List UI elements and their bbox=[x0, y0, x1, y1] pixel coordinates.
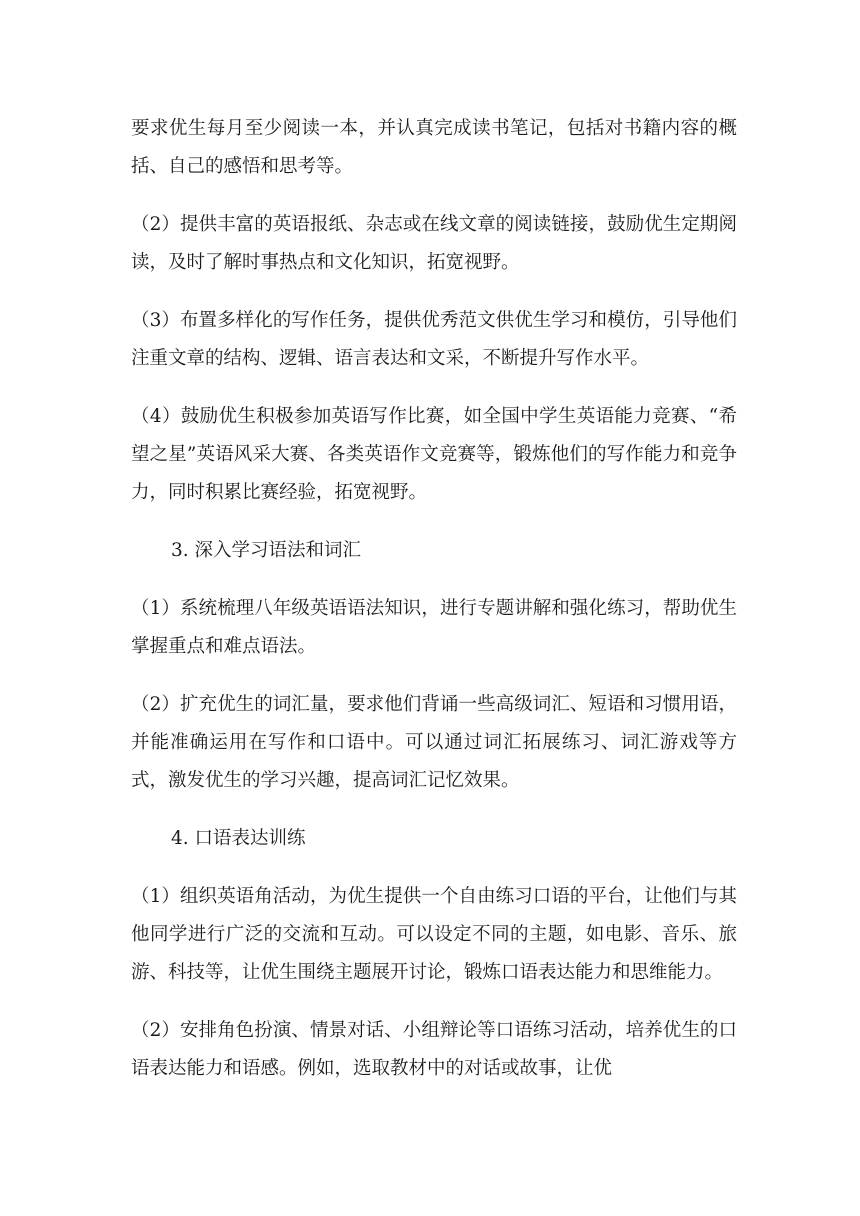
document-body bbox=[131, 110, 737, 1108]
paragraph-item-4-writing-competitions: （4）鼓励优生积极参加英语写作比赛，如全国中学生英语能力竞赛、“希望之星”英语风采大赛、各类英语作文竞赛等，锻炼他们的写作能力和竞争力，同时积累比赛经验，拓宽视野。 bbox=[131, 406, 737, 503]
paragraph-item-2-reading-links: （2）提供丰富的英语报纸、杂志或在线文章的阅读链接，鼓励优生定期阅读，及时了解时事热点和文化知识，拓宽视野。 bbox=[131, 214, 737, 273]
paragraph-vocabulary-item-2: （2）扩充优生的词汇量，要求他们背诵一些高级词汇、短语和习惯用语，并能准确运用在写作和口语中。可以通过词汇拓展练习、词汇游戏等方式，激发优生的学习兴趣，提高词汇记忆效果。 bbox=[131, 694, 737, 791]
section-heading-oral-training: 4. 口语表达训练 bbox=[171, 828, 306, 849]
section-heading-grammar-vocabulary: 3. 深入学习语法和词汇 bbox=[171, 540, 362, 561]
paragraph-item-3-writing-tasks: （3）布置多样化的写作任务，提供优秀范文供优生学习和模仿，引导他们注重文章的结构、逻辑、语言表达和文采，不断提升写作水平。 bbox=[131, 310, 737, 369]
paragraph-role-play-item-2: （2）安排角色扮演、情景对话、小组辩论等口语练习活动，培养优生的口语表达能力和语感。例如，选取教材中的对话或故事，让优 bbox=[131, 1020, 737, 1079]
paragraph-reading-notes: 要求优生每月至少阅读一本，并认真完成读书笔记，包括对书籍内容的概括、自己的感悟和思考等。 bbox=[131, 118, 737, 177]
paragraph-grammar-item-1: （1）系统梳理八年级英语语法知识，进行专题讲解和强化练习，帮助优生掌握重点和难点语法。 bbox=[131, 598, 737, 657]
paragraph-english-corner-item-1: （1）组织英语角活动，为优生提供一个自由练习口语的平台，让他们与其他同学进行广泛的交流和互动。可以设定不同的主题，如电影、音乐、旅游、科技等，让优生围绕主题展开讨论，锻炼口语表达能力和思维能力。 bbox=[131, 886, 737, 983]
